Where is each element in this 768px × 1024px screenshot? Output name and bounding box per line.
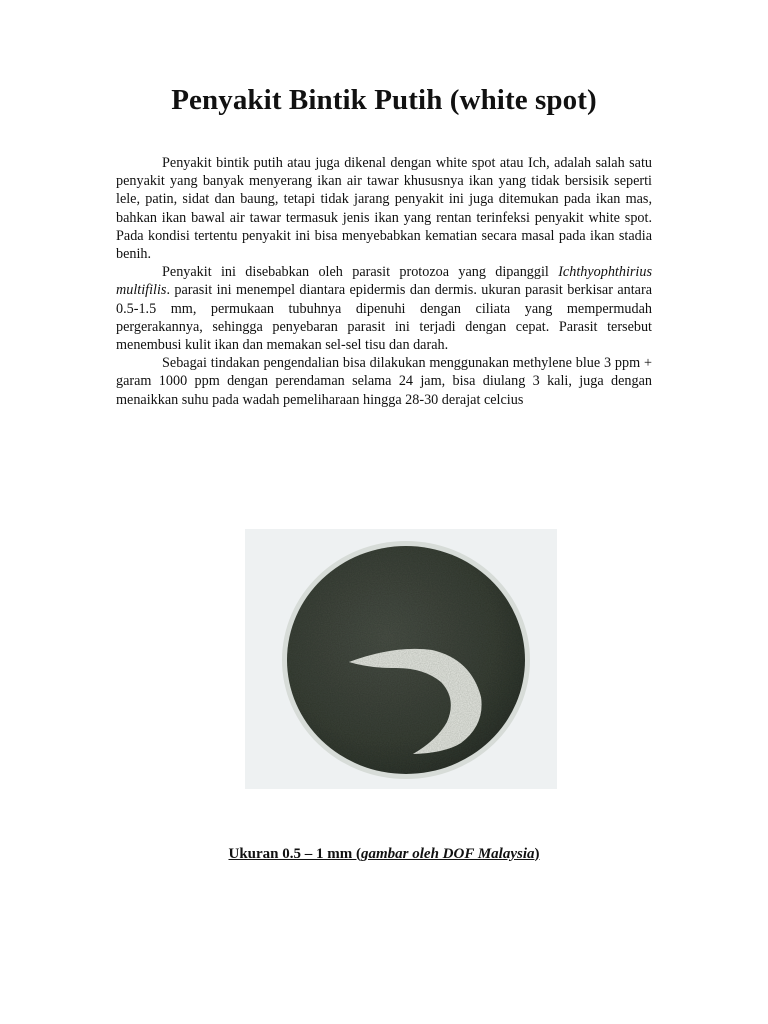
species-name: Ichthyophthirius multifilis <box>116 264 652 299</box>
caption-suffix: ) <box>534 846 540 862</box>
paragraph-3: Sebagai tindakan pengendalian bisa dilakukan menggunakan methylene blue 3 ppm + garam 1000 ppm dengan perendaman selama 24 jam, bisa diulang 3 kali, juga dengan menaikkan suhu pada wadah pemeliharaan hingga 28-30 derajat celcius <box>116 355 652 408</box>
parasite-figure <box>245 529 557 789</box>
page-title: Penyakit Bintik Putih (white spot) <box>171 84 597 116</box>
caption-prefix: Ukuran 0.5 – 1 mm ( <box>228 846 361 862</box>
caption-credit: gambar oleh DOF Malaysia <box>361 846 535 862</box>
paragraph-2 <box>116 263 652 354</box>
paragraph-2-text-after: . parasit ini menempel diantara epidermis dan dermis. ukuran parasit berkisar antara 0.5-1.5 mm, permukaan tubuhnya dipenuhi dengan ciliata yang mempermudah pergerakannya, sehingga penyebaran parasit ini terjadi dengan cepat. Parasit tersebut menembusi kulit ikan dan memakan sel-sel tisu dan darah. <box>116 282 652 354</box>
paragraph-1: Penyakit bintik putih atau juga dikenal dengan white spot atau Ich, adalah salah satu penyakit yang banyak menyerang ikan air tawar khususnya ikan yang tidak bersisik seperti lele, patin, sidat dan baung, tetapi tidak jarang penyakit ini juga ditemukan pada ikan mas, bahkan ikan bawal air tawar termasuk jenis ikan yang rentan terinfeksi penyakit white spot. Pada kondisi tertentu penyakit ini bisa menyebabkan kematian secara masal pada ikan stadia benih. <box>116 155 652 263</box>
ichthyophthirius-parasit-icon <box>245 529 557 789</box>
paragraph-2-text-before: Penyakit ini disebabkan oleh parasit protozoa yang dipanggil <box>162 264 559 281</box>
article-body <box>116 154 652 409</box>
figure-caption <box>0 846 768 863</box>
